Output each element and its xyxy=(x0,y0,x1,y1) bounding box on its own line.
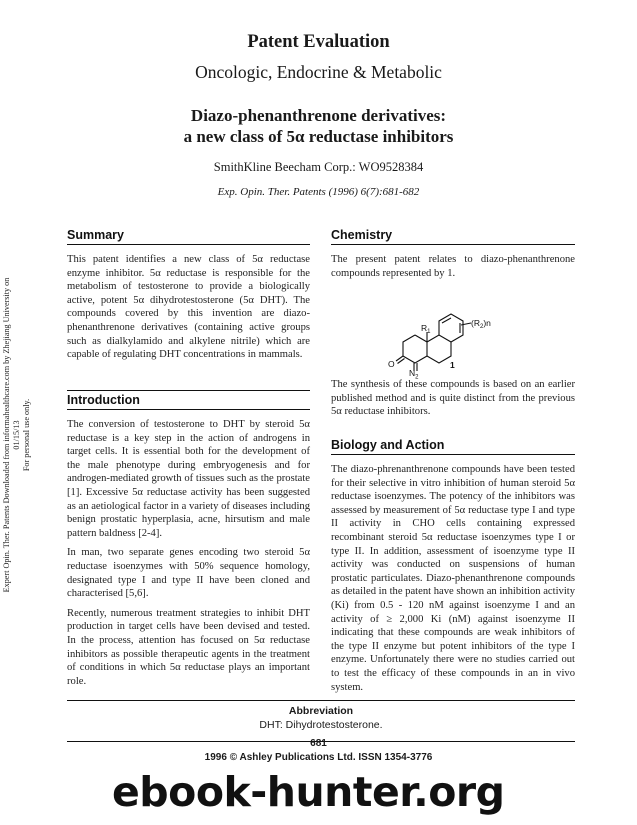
biology-text: The diazo-phrenanthrenone compounds have been tested for their selective in vitro inhibition of human steroid 5α reductase isoenzymes. The potency of the inhibitors was assessed by measurement of 5α reductase type I and type II activity in CHO cells containing expressed recombinant steroid 5α reductase isoenzymes type I or type II. In addition, assessment of isoenzyme type II activity was conducted on suspensions of human prostatic particulates. Diazo-phenanthrenone compounds as detailed in the patent have shown an inhibition activity (Ki) from 0.5 - 120 nM against isoenzyme I and an activity of ≥ 2,000 Ki (nM) against isoenzyme II indicating that these compounds are weak inhibitors of the type II enzyme but potent inhibitors of the type I enzyme. Unfortunately there were no studies carried out to test the efficacy of these compounds in an in vivo system. xyxy=(331,464,575,693)
r1-label: $R_1$ xyxy=(421,323,431,335)
oxygen-label: O xyxy=(388,359,395,369)
phenanthrenone-skeleton xyxy=(396,314,471,371)
download-notice-line1: Expert Opin. Ther. Patents Downloaded from informahealthcare.com by Zhejiang University on 01/15/13 xyxy=(2,277,21,593)
introduction-heading: Introduction xyxy=(67,393,310,410)
abbreviation-top-rule xyxy=(67,700,575,701)
r2-label: $(R_2)n$ xyxy=(471,318,491,330)
chemistry-section xyxy=(331,228,575,286)
nitrogen-label: $N_2$ xyxy=(409,368,419,381)
article-title-line1: Diazo-phenanthrenone derivatives: xyxy=(190,106,447,125)
compound-number: 1 xyxy=(450,360,455,370)
abbreviation-heading: Abbreviation xyxy=(288,705,354,717)
introduction-paragraph-2: In man, two separate genes encoding two steroid 5α reductase isoenzymes with 50% sequence homology, designated type I and type II have been cloned and characterised [5,6]. xyxy=(67,547,310,600)
journal-section-subtitle: Oncologic, Endocrine & Metabolic xyxy=(195,62,442,82)
copyright-line: 1996 © Ashley Publications Ltd. ISSN 1354-3776 xyxy=(204,752,433,763)
citation: Exp. Opin. Ther. Patents (1996) 6(7):681-682 xyxy=(217,186,420,198)
introduction-paragraph-3: Recently, numerous treatment strategies to inhibit DHT production in target cells have been devised and tested. In the process, attention has focused on 5α reductase inhibitors as possible therapeutic agents in the treatment of conditions in which 5α reductase plays an important role. xyxy=(67,607,310,687)
download-notice-line2: For personal use only. xyxy=(22,398,31,472)
download-notice xyxy=(2,270,32,600)
biology-section xyxy=(331,438,575,700)
page-number: 681 xyxy=(310,738,327,749)
introduction-section xyxy=(67,390,310,694)
watermark-text: ebook-hunter.org xyxy=(112,768,505,816)
abbreviation-box xyxy=(67,700,575,742)
chemistry-continuation xyxy=(331,378,575,425)
patent-assignee: SmithKline Beecham Corp.: WO9528384 xyxy=(213,160,424,174)
chemistry-heading: Chemistry xyxy=(331,228,575,245)
introduction-top-rule xyxy=(67,390,310,391)
chemistry-paragraph-1: The present patent relates to diazo-phenanthrenone compounds represented by 1. xyxy=(331,254,575,279)
summary-text: This patent identifies a new class of 5α reductase enzyme inhibitor. 5α reductase is responsible for the metabolism of testosterone to provide a biologically active, potent 5α dihydrotestosterone (5α DHT). The compounds covered by this invention are diazo-phenanthrenone derivatives (containing active groups such as dialkylamido and alkylene nitrile) which are capable of regulating DHT concentrations in mammals. xyxy=(67,254,310,361)
journal-section-title: Patent Evaluation xyxy=(247,32,390,52)
biology-heading: Biology and Action xyxy=(331,438,575,455)
chemical-structure-figure xyxy=(388,285,515,375)
introduction-paragraph-1: The conversion of testosterone to DHT by steroid 5α reductase is a key step in the action of androgens in target cells. It is essential both for the development of the male phenotype during embryogenesis and for androgen-mediated growth of tissues such as the prostate [1]. Excessive 5α reductase activity has been suggested as an aetiological factor in a variety of diseases including benign prostatic hyperplasia, acne, hirsutism and male pattern baldness [2-4]. xyxy=(67,419,310,539)
article-title-line2: a new class of 5α reductase inhibitors xyxy=(183,127,454,146)
summary-section xyxy=(67,228,310,368)
chemistry-paragraph-2: The synthesis of these compounds is based on an earlier published method and is quite distinct from the previous 5α reductase inhibitors. xyxy=(331,379,575,418)
abbreviation-text: DHT: Dihydrotestosterone. xyxy=(259,719,383,731)
summary-heading: Summary xyxy=(67,228,310,245)
